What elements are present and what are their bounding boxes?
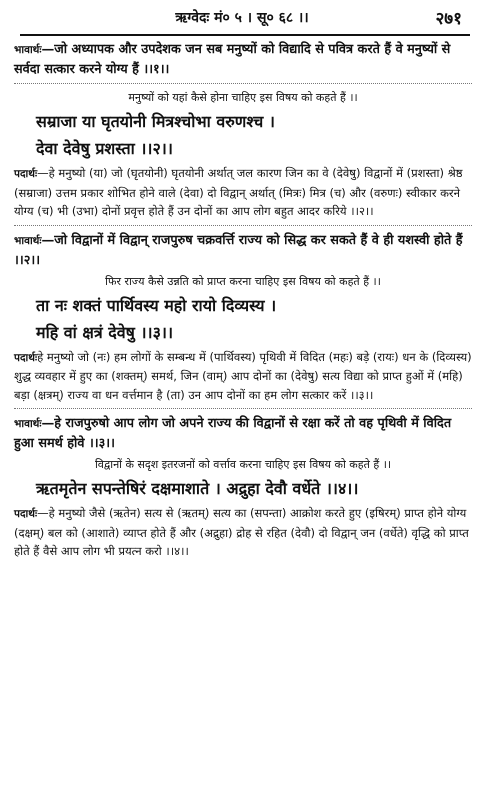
- bhavartha-2: [14, 231, 472, 270]
- divider: [14, 408, 472, 409]
- padartha-3: [14, 348, 472, 405]
- bhavartha-text: —हे राजपुरुषो आप लोग जो अपने राज्य की विद्वानों से रक्षा करें तो वह पृथिवी में विदित हुआ समर्थ होवे ।।३।।: [14, 416, 452, 451]
- page-number: २७१: [435, 9, 462, 29]
- subject-intro: फिर राज्य कैसे उन्नति को प्राप्त करना चाहिए इस विषय को कहते हैं ।।: [105, 274, 381, 288]
- mantra-line: ऋतमृतेन सपन्तेषिरं दक्षमाशाते । अद्रुहा देवौ वर्धेते ।।४।।: [36, 479, 359, 498]
- padartha-2: [14, 164, 472, 221]
- mantra-line: ता नः शक्तं पार्थिवस्य महो रायो दिव्यस्य ।: [36, 295, 277, 315]
- bhavartha-text: —जो विद्वानों में विद्वान् राजपुरुष चक्रवर्त्ति राज्य को सिद्ध कर सकते हैं वे ही यशस्वी होते हैं ।।२।।: [14, 232, 463, 268]
- bhavartha-label: भावार्थः: [14, 234, 42, 247]
- bhavartha-label: भावार्थः: [14, 418, 42, 430]
- mantra-line: महि वां क्षत्रं देवेषु ।।३।।: [36, 322, 174, 342]
- page-header: [0, 6, 484, 32]
- padartha-text: —हे मनुष्यो जैसे (ऋतेन) सत्य से (ऋतम्) सत्य का (सपन्ता) आक्रोश करते हुए (इषिरम्) प्राप्त होने योग्य (दक्षम्) बल को (आशाते) व्याप्त होते हैं और (अद्रुहा) द्रोह से रहित (देवौ) दो विद्वान् जन (वर्धेते) वृद्धि को प्राप्त होते हैं वैसे आप लोग भी प्रयत्न करो ।।४।।: [14, 506, 469, 558]
- subject-intro: विद्वानों के सदृश इतरजनों को वर्त्ताव करना चाहिए इस विषय को कहते हैं ।।: [94, 458, 392, 471]
- subject-intro: मनुष्यों को यहां कैसे होना चाहिए इस विषय को कहते हैं ।।: [128, 91, 358, 104]
- running-head: ऋग्वेदः मं० ५ । सू० ६८ ।।: [175, 10, 309, 26]
- padartha-text: हे मनुष्यो जो (नः) हम लोगों के सम्बन्ध में (पार्थिवस्य) पृथिवी में विदित (महः) बड़े (रायः) धन के (दिव्यस्य) शुद्ध व्यवहार में हुए का (शक्तम्) समर्थ, जिन (वाम्) आप दोनों का (देवेषु) सत्य विद्या को प्राप्त हुओं में (महि) बड़ा (क्षत्रम्) राज्य वा धन वर्त्तमान है (ता) उन आप दोनों का हम लोग सत्कार करें ।।३।।: [14, 349, 472, 402]
- divider: [14, 83, 472, 84]
- padartha-label: पदार्थः: [14, 508, 38, 520]
- bhavartha-1: [14, 40, 472, 79]
- padartha-4: [14, 504, 472, 561]
- bhavartha-label: भावार्थः: [14, 44, 42, 56]
- padartha-label: पदार्थः: [14, 168, 38, 180]
- bhavartha-text: —जो अध्यापक और उपदेशक जन सब मनुष्यों को विद्यादि से पवित्र करते हैं वे मनुष्यों से सर्वदा सत्कार करने योग्य हैं ।।१।।: [14, 42, 451, 77]
- header-rule: [20, 34, 470, 36]
- divider: [14, 225, 472, 226]
- bhavartha-3: [14, 414, 472, 453]
- padartha-text: —हे मनुष्यो (या) जो (घृतयोनी) घृतयोनी अर्थात् जल कारण जिन का वे (देवेषु) विद्वानों में (प्रशस्ता) श्रेष्ठ (सम्राजा) उत्तम प्रकार शोभित होने वाले (देवा) दो विद्वान् अर्थात् (मित्रः) मित्र (च) और (वरुणः) स्वीकार करने योग्य (च) भी (उभा) दोनों प्रवृत्त होते हैं उन दोनों का आप लोग बहुत आदर करिये ।।२।।: [14, 166, 463, 218]
- mantra-line: सम्राजा या घृतयोनी मित्रश्चोभा वरुणश्च ।: [36, 112, 275, 131]
- padartha-label: पदार्थः: [14, 351, 38, 364]
- mantra-line: देवा देवेषु प्रशस्ता ।।२।।: [36, 139, 173, 158]
- page-body: [14, 40, 472, 564]
